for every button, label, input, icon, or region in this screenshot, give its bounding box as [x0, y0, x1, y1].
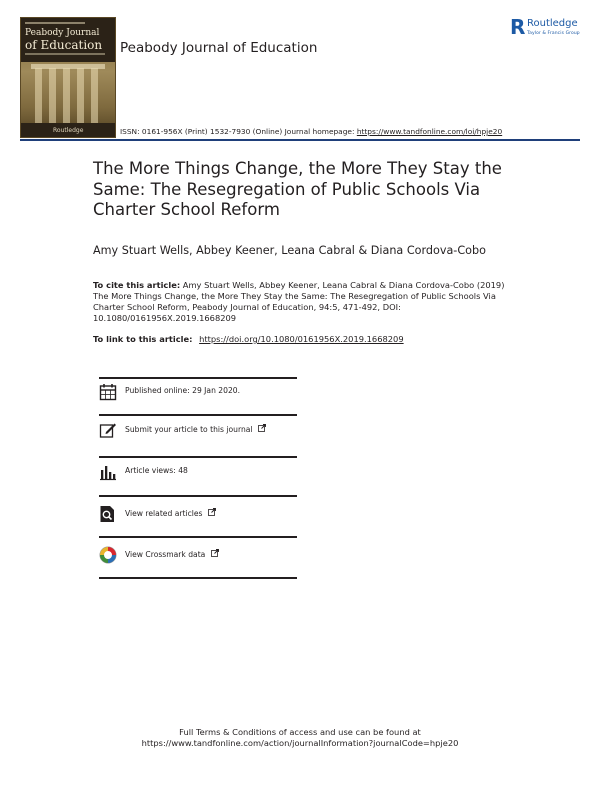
crossmark-row[interactable]	[99, 546, 297, 568]
article-title: The More Things Change, the More They Stay the Same: The Resegregation of Public Schools Via Charter School Reform	[93, 159, 502, 219]
cover-title-line1: Peabody Journal	[25, 28, 100, 38]
publisher-logo	[510, 17, 590, 39]
submit-article-row[interactable]	[99, 421, 297, 443]
link-label: To link to this article:	[93, 334, 193, 344]
cover-publisher-mark: Routledge	[53, 127, 84, 134]
footer	[0, 727, 600, 749]
calendar-icon	[99, 383, 117, 401]
cite-doi: 10.1080/0161956X.2019.1668209	[93, 313, 237, 323]
related-articles-row[interactable]	[99, 505, 297, 527]
crossmark-icon	[99, 546, 117, 564]
cite-label: To cite this article:	[93, 280, 181, 290]
footer-terms-link[interactable]: https://www.tandfonline.com/action/journalInformation?journalCode=hpje20	[141, 738, 459, 748]
journal-homepage-link[interactable]: https://www.tandfonline.com/loi/hpje20	[356, 127, 503, 136]
related-articles-icon	[99, 505, 117, 523]
footer-terms-text: Full Terms & Conditions of access and use can be found at	[179, 727, 421, 737]
published-online-text: Published online: 29 Jan 2020.	[125, 386, 241, 395]
row-divider	[99, 377, 297, 379]
journal-name: Peabody Journal of Education	[120, 40, 318, 56]
external-link-icon	[211, 549, 219, 559]
row-divider	[99, 456, 297, 458]
article-views-text: Article views: 48	[125, 466, 188, 475]
external-link-icon	[208, 508, 216, 518]
issn-text: ISSN: 0161-956X (Print) 1532-7930 (Online) Journal homepage:	[120, 127, 355, 136]
bar-chart-icon	[99, 463, 117, 481]
journal-cover-image	[20, 17, 116, 138]
cite-text: Amy Stuart Wells, Abbey Keener, Leana Cabral & Diana Cordova-Cobo (2019) The More Things Change, the More They Stay the Same: The Resegregation of Public Schools Via Charter School Reform, Peabody Journal of Education, 94:5, 471-492, DOI:	[93, 280, 505, 312]
routledge-mark-icon: R	[510, 15, 526, 39]
article-views-row	[99, 463, 297, 485]
published-online-row	[99, 383, 297, 405]
row-divider	[99, 495, 297, 497]
article-authors: Amy Stuart Wells, Abbey Keener, Leana Cabral & Diana Cordova-Cobo	[93, 244, 486, 257]
submit-article-link[interactable]: Submit your article to this journal	[125, 425, 253, 434]
external-link-icon	[258, 424, 266, 434]
link-line	[93, 334, 404, 344]
citation-block	[93, 280, 513, 324]
related-articles-link[interactable]: View related articles	[125, 509, 203, 518]
crossmark-link[interactable]: View Crossmark data	[125, 550, 206, 559]
row-divider	[99, 414, 297, 416]
row-divider	[99, 577, 297, 579]
cover-title-line2: of Education	[25, 38, 103, 52]
edit-icon	[99, 421, 117, 439]
row-divider	[99, 536, 297, 538]
publisher-tagline: Taylor & Francis Group	[527, 31, 580, 36]
header-rule	[20, 139, 580, 141]
issn-line	[120, 127, 502, 136]
publisher-name: Routledge	[527, 18, 578, 29]
doi-link[interactable]: https://doi.org/10.1080/0161956X.2019.1668209	[199, 334, 404, 344]
